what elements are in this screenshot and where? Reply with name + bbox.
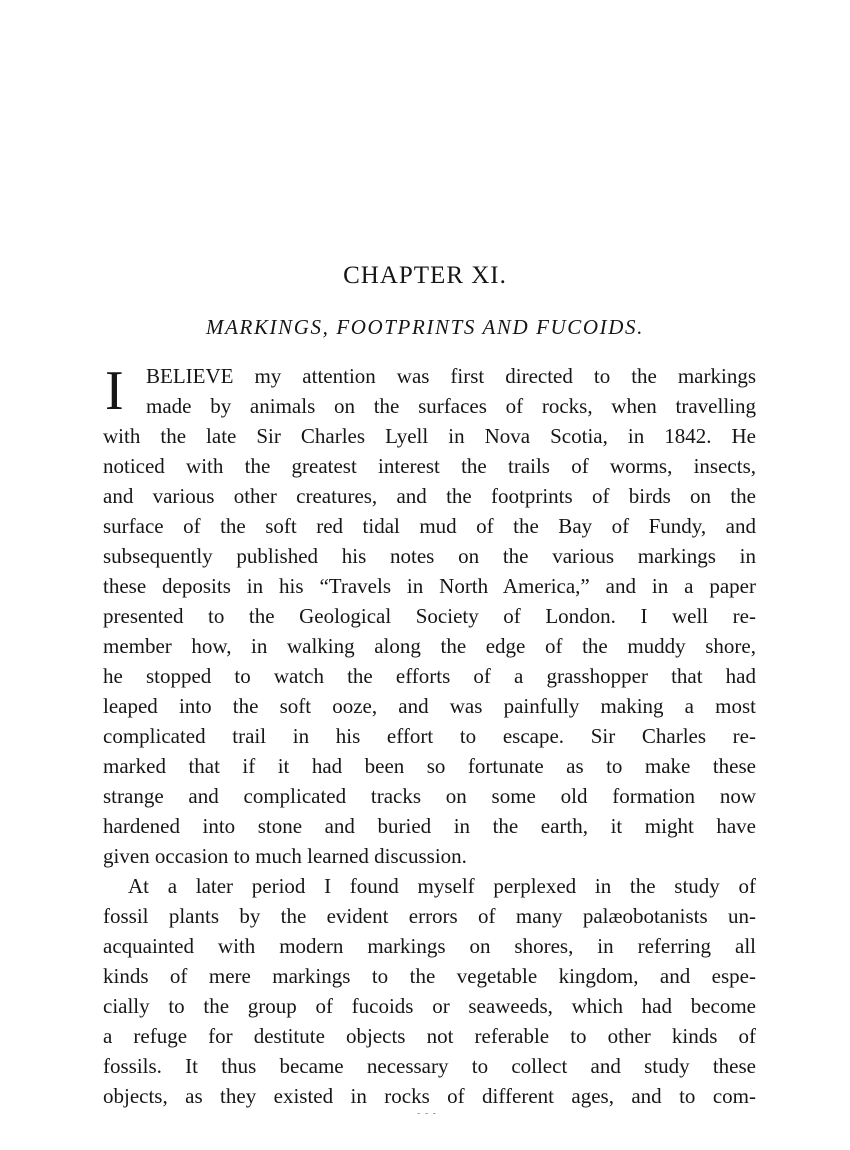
- text-line: fossils. It thus became necessary to collect and study these: [103, 1054, 756, 1078]
- text-line: cially to the group of fucoids or seaweeds, which had become: [103, 994, 756, 1018]
- paragraph-1: [103, 361, 756, 871]
- text-line: with the late Sir Charles Lyell in Nova Scotia, in 1842. He: [103, 424, 756, 448]
- text-line: surface of the soft red tidal mud of the Bay of Fundy, and: [103, 514, 756, 538]
- text-line: subsequently published his notes on the various markings in: [103, 544, 756, 568]
- drop-cap: I: [105, 360, 124, 422]
- text-line: noticed with the greatest interest the trails of worms, insects,: [103, 454, 756, 478]
- chapter-heading: CHAPTER XI.: [343, 262, 507, 289]
- text-line: hardened into stone and buried in the earth, it might have: [103, 814, 756, 838]
- text-line: member how, in walking along the edge of the muddy shore,: [103, 634, 756, 658]
- text-line: BELIEVE my attention was first directed to the markings: [146, 364, 756, 388]
- text-line: a refuge for destitute objects not referable to other kinds of: [103, 1024, 756, 1048]
- paragraph-2: [103, 871, 756, 1111]
- text-line: he stopped to watch the efforts of a grasshopper that had: [103, 664, 756, 688]
- text-line: given occasion to much learned discussion.: [103, 844, 467, 868]
- text-line: acquainted with modern markings on shores, in referring all: [103, 934, 756, 958]
- text-line: strange and complicated tracks on some old formation now: [103, 784, 756, 808]
- text-line: presented to the Geological Society of London. I well re-: [103, 604, 756, 628]
- chapter-body: [103, 361, 756, 1111]
- text-line: and various other creatures, and the footprints of birds on the: [103, 484, 756, 508]
- text-line: kinds of mere markings to the vegetable kingdom, and espe-: [103, 964, 756, 988]
- text-line: At a later period I found myself perplexed in the study of: [128, 874, 756, 898]
- text-line: complicated trail in his effort to escape. Sir Charles re-: [103, 724, 756, 748]
- text-line: marked that if it had been so fortunate as to make these: [103, 754, 756, 778]
- text-line: made by animals on the surfaces of rocks, when travelling: [146, 394, 756, 418]
- chapter-subtitle: MARKINGS, FOOTPRINTS AND FUCOIDS.: [206, 315, 644, 339]
- folio-mark: - - -: [417, 1108, 437, 1119]
- text-line: these deposits in his “Travels in North America,” and in a paper: [103, 574, 756, 598]
- text-line: leaped into the soft ooze, and was painfully making a most: [103, 694, 756, 718]
- text-line: objects, as they existed in rocks of different ages, and to com-: [103, 1084, 756, 1108]
- text-line: fossil plants by the evident errors of many palæobotanists un-: [103, 904, 756, 928]
